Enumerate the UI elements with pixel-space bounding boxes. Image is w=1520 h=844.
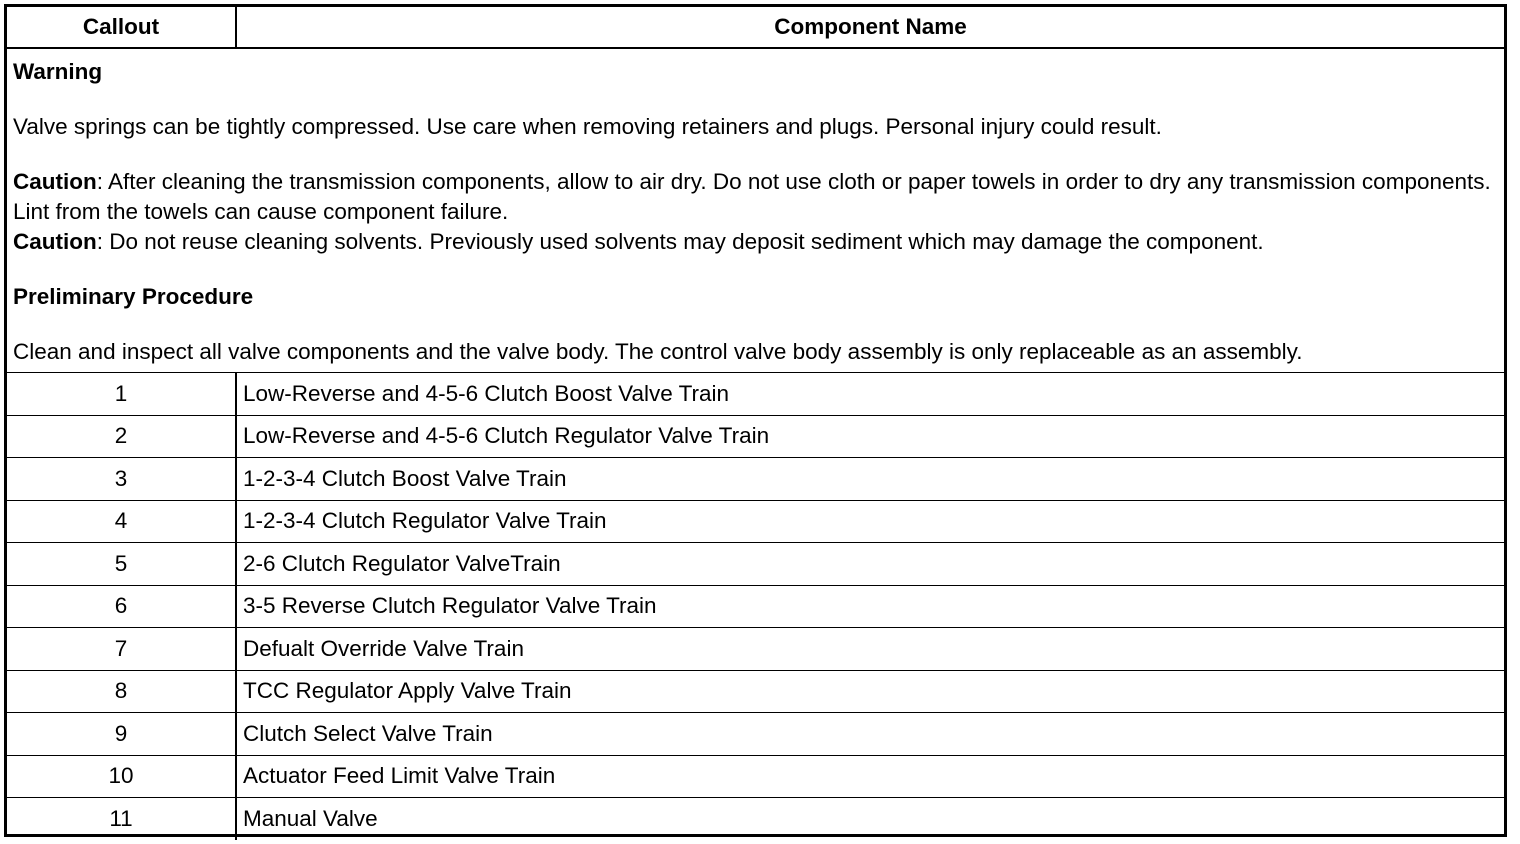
component-table — [7, 7, 1504, 840]
component-name: Actuator Feed Limit Valve Train — [236, 755, 1504, 798]
callout-number: 2 — [7, 415, 236, 458]
table-row — [7, 415, 1504, 458]
table-row — [7, 373, 1504, 416]
table-row — [7, 755, 1504, 798]
table-row — [7, 670, 1504, 713]
component-name: TCC Regulator Apply Valve Train — [236, 670, 1504, 713]
table-row — [7, 543, 1504, 586]
table-row — [7, 585, 1504, 628]
component-table-frame — [4, 4, 1507, 837]
caution-note-1 — [13, 167, 1504, 227]
caution-label: Caution — [13, 169, 97, 194]
table-row — [7, 713, 1504, 756]
component-name: 3-5 Reverse Clutch Regulator Valve Train — [236, 585, 1504, 628]
component-name-column-header: Component Name — [236, 7, 1504, 48]
callout-number: 7 — [7, 628, 236, 671]
component-name: Clutch Select Valve Train — [236, 713, 1504, 756]
table-row — [7, 798, 1504, 840]
callout-number: 3 — [7, 458, 236, 501]
callout-number: 10 — [7, 755, 236, 798]
callout-number: 8 — [7, 670, 236, 713]
callout-number: 1 — [7, 373, 236, 416]
component-name: 1-2-3-4 Clutch Boost Valve Train — [236, 458, 1504, 501]
component-name: 2-6 Clutch Regulator ValveTrain — [236, 543, 1504, 586]
table-row — [7, 458, 1504, 501]
callout-column-header: Callout — [7, 7, 236, 48]
callout-number: 9 — [7, 713, 236, 756]
table-row — [7, 500, 1504, 543]
component-name: Manual Valve — [243, 805, 378, 831]
callout-number: 4 — [7, 500, 236, 543]
component-name: Low-Reverse and 4-5-6 Clutch Boost Valve Train — [236, 373, 1504, 416]
caution-text: : After cleaning the transmission components, allow to air dry. Do not use cloth or paper towels in order to dry any transmission components. Lint from the towels can cause component failure. — [13, 169, 1491, 224]
caution-text: : Do not reuse cleaning solvents. Previously used solvents may deposit sediment which may damage the component. — [96, 229, 1264, 254]
component-name: Defualt Override Valve Train — [236, 628, 1504, 671]
callout-number: 6 — [7, 585, 236, 628]
warning-heading: Warning — [13, 59, 103, 84]
caution-label: Caution — [13, 229, 97, 254]
warning-text: Valve springs can be tightly compressed. Use care when removing retainers and plugs. Personal injury could result. — [13, 114, 1162, 139]
caution-note-2 — [13, 227, 1504, 257]
callout-number: 11 — [7, 798, 236, 840]
procedure-text: Clean and inspect all valve components and the valve body. The control valve body assembly is only replaceable as an assembly. — [13, 339, 1303, 364]
notes-row — [7, 48, 1504, 373]
component-name: Low-Reverse and 4-5-6 Clutch Regulator Valve Train — [236, 415, 1504, 458]
callout-number: 5 — [7, 543, 236, 586]
table-row — [7, 628, 1504, 671]
procedure-heading: Preliminary Procedure — [13, 284, 254, 309]
notes-cell — [7, 48, 1504, 373]
component-name: 1-2-3-4 Clutch Regulator Valve Train — [236, 500, 1504, 543]
table-header-row — [7, 7, 1504, 48]
